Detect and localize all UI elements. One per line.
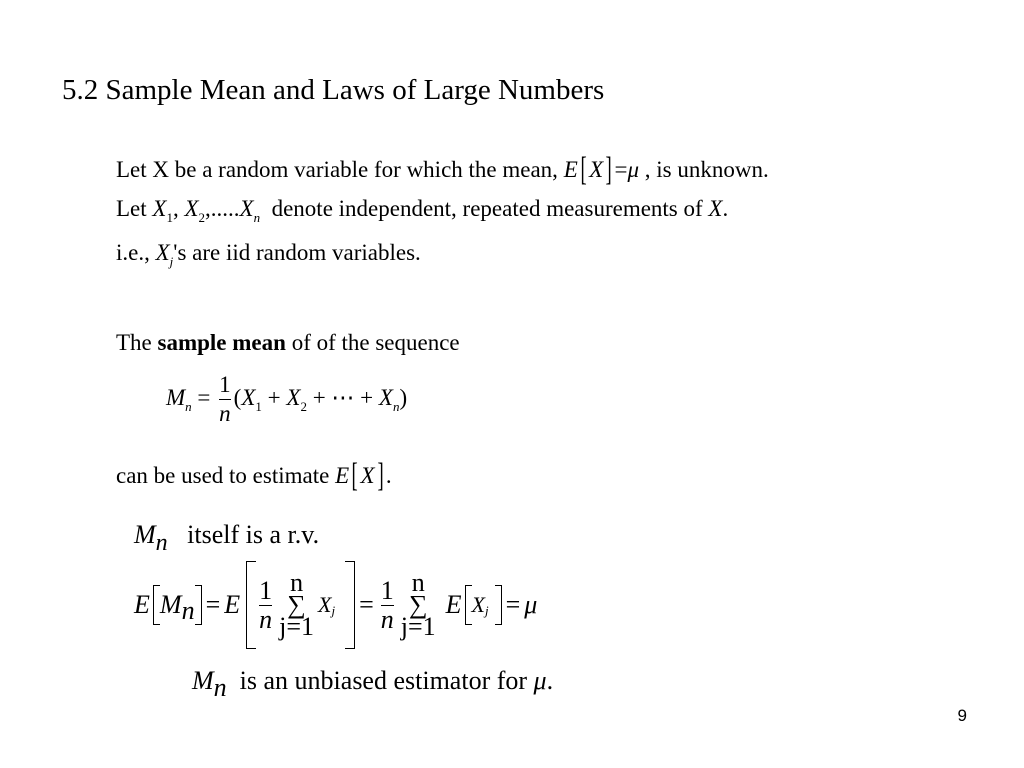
subscript-j: j xyxy=(331,603,336,618)
expectation-symbol: E xyxy=(445,590,462,619)
summation-lower: j=1 xyxy=(279,612,315,641)
the-word: The xyxy=(116,330,152,355)
m-symbol: M xyxy=(134,520,156,549)
variable-xn: X xyxy=(378,384,393,410)
fraction-numerator: 1 xyxy=(380,575,394,605)
m-symbol: M xyxy=(166,384,186,410)
sample-mean-sentence xyxy=(116,330,460,356)
summation xyxy=(400,568,436,641)
large-left-bracket xyxy=(246,561,256,649)
m-symbol: M xyxy=(192,666,214,695)
sample-mean-term: sample mean xyxy=(157,330,286,355)
page-number: 9 xyxy=(957,706,967,725)
left-bracket: [ xyxy=(351,457,358,494)
variable-xj: X xyxy=(318,592,332,617)
left-bracket xyxy=(465,585,472,625)
intro-line-1 xyxy=(116,148,769,186)
sigma-icon: ∑ xyxy=(408,590,428,619)
mu-symbol: μ xyxy=(524,590,538,619)
sigma-icon: ∑ xyxy=(287,590,306,619)
fraction-numerator: 1 xyxy=(219,372,231,397)
fraction-numerator: 1 xyxy=(259,575,273,605)
variable-x: X xyxy=(708,196,723,221)
m-symbol: M xyxy=(159,590,182,619)
subscript-j: j xyxy=(169,254,174,269)
fraction-one-over-n xyxy=(380,575,394,634)
right-bracket: ] xyxy=(377,457,384,494)
subscript-2: 2 xyxy=(300,398,307,414)
unbiased-statement xyxy=(192,666,554,702)
variable-xj: X xyxy=(155,240,170,265)
variable-xn: X xyxy=(239,196,254,221)
expectation-derivation xyxy=(134,560,537,650)
plus-sign: + xyxy=(267,384,281,410)
equals-sign: = xyxy=(197,384,211,410)
period: . xyxy=(546,666,554,695)
let-word: Let xyxy=(116,196,147,221)
fraction-denominator: n xyxy=(219,401,231,426)
intro-line-1-text: Let X be a random variable for which the mean, xyxy=(116,157,558,182)
expectation-symbol: E xyxy=(224,590,241,619)
subscript-n: n xyxy=(392,398,400,414)
expectation-symbol: E xyxy=(134,590,150,619)
fraction-bar xyxy=(219,399,231,400)
intro-line-3-text: 's are iid random variables. xyxy=(173,240,421,265)
sample-mean-suffix: of of the sequence xyxy=(291,330,460,355)
slide-title: 5.2 Sample Mean and Laws of Large Numbers xyxy=(62,74,605,106)
equals-sign: = xyxy=(205,590,221,619)
mu-symbol: μ xyxy=(627,157,639,182)
left-bracket xyxy=(153,585,160,625)
sample-mean-formula xyxy=(166,372,407,427)
variable-x2: X xyxy=(184,196,199,221)
period: . xyxy=(385,463,392,488)
subscript-1: 1 xyxy=(166,210,173,225)
plus-dots-plus: + ⋯ + xyxy=(312,384,374,410)
variable-x: X xyxy=(360,463,375,488)
intro-line-2-text: denote independent, repeated measurements of xyxy=(271,196,703,221)
subscript-2: 2 xyxy=(198,210,206,225)
variable-x1: X xyxy=(152,196,167,221)
right-bracket xyxy=(195,585,202,625)
subscript-n: n xyxy=(185,398,192,414)
large-right-bracket xyxy=(345,561,355,649)
rv-statement xyxy=(134,520,320,556)
unbiased-text: is an unbiased estimator for xyxy=(239,666,528,695)
subscript-1: 1 xyxy=(255,398,262,414)
fraction-one-over-n xyxy=(219,372,231,427)
intro-line-3 xyxy=(116,240,421,269)
ie-word: i.e., xyxy=(116,240,150,265)
estimate-sentence xyxy=(116,454,392,492)
fraction-denominator: n xyxy=(380,604,394,634)
open-paren: ( xyxy=(233,384,242,410)
period: . xyxy=(722,196,729,221)
right-bracket xyxy=(495,585,502,625)
summation xyxy=(279,568,315,641)
variable-xj: X xyxy=(471,592,485,617)
itself-text: itself is a r.v. xyxy=(187,520,320,549)
subscript-n: n xyxy=(213,673,227,702)
subscript-j: j xyxy=(485,603,489,618)
expectation-symbol: E xyxy=(563,157,578,182)
mu-symbol: μ xyxy=(533,666,547,695)
ellipsis: ,..... xyxy=(205,196,240,221)
subscript-n: n xyxy=(155,530,168,556)
fraction-denominator: n xyxy=(259,604,273,634)
comma: , xyxy=(172,196,179,221)
variable-x1: X xyxy=(241,384,256,410)
variable-x: X xyxy=(589,157,604,182)
equals-sign: = xyxy=(505,590,521,619)
intro-line-2 xyxy=(116,196,729,225)
summation-lower: j=1 xyxy=(400,612,436,641)
subscript-n: n xyxy=(253,210,261,225)
subscript-n: n xyxy=(181,596,195,625)
intro-line-1-suffix: , is unknown. xyxy=(644,157,769,182)
variable-x2: X xyxy=(286,384,301,410)
summation-upper: n xyxy=(411,568,425,597)
estimate-text: can be used to estimate xyxy=(116,463,330,488)
equals-sign: = xyxy=(359,590,374,619)
expectation-symbol: E xyxy=(335,463,350,488)
close-paren: ) xyxy=(399,384,408,410)
right-bracket: ] xyxy=(605,151,612,188)
equals-sign: = xyxy=(614,157,628,182)
left-bracket: [ xyxy=(580,151,587,188)
summation-upper: n xyxy=(290,568,304,597)
fraction-one-over-n xyxy=(259,575,273,634)
